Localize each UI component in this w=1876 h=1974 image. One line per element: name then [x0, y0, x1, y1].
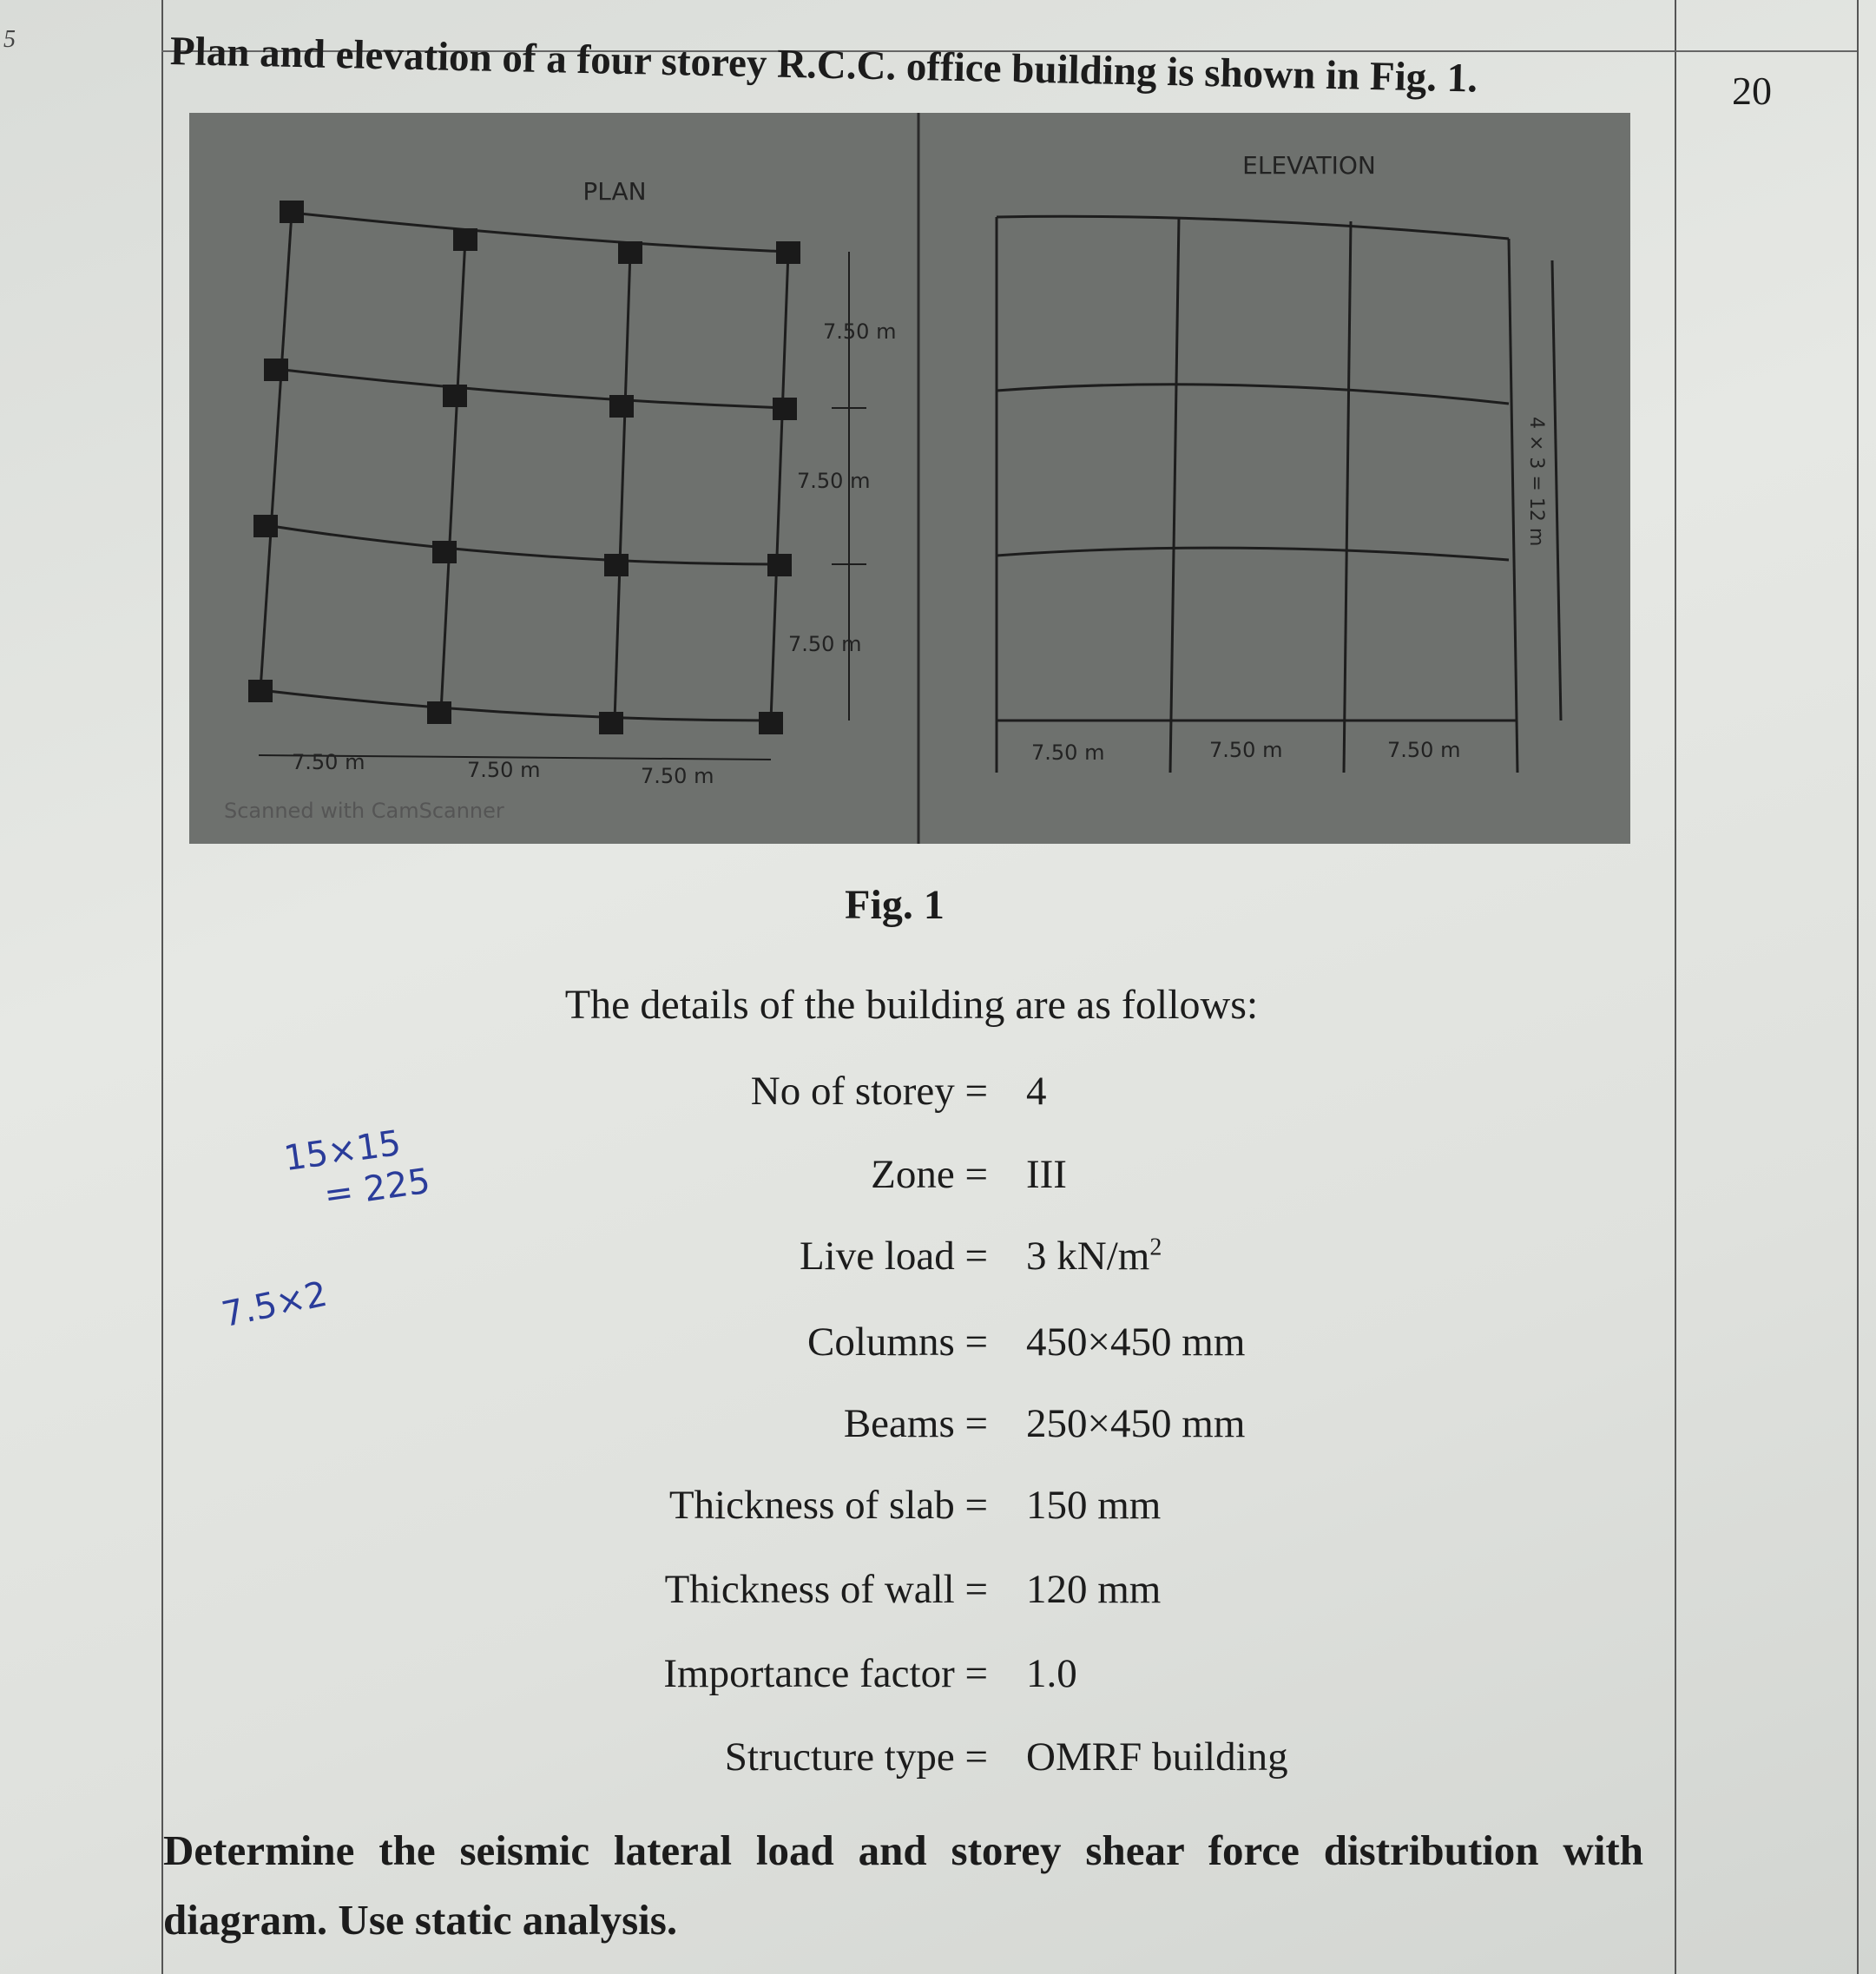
handwritten-note: 15×15 = 225	[281, 1122, 433, 1216]
detail-value: 250×450 mm	[1026, 1401, 1246, 1446]
detail-value: 3 $kN/m^2$	[1026, 1234, 1162, 1279]
detail-value: 1.0	[1026, 1651, 1077, 1696]
details-intro: The details of the building are as follows:	[564, 982, 1259, 1028]
figure-plan-elevation	[189, 113, 1630, 844]
detail-label: Structure type =	[724, 1734, 988, 1780]
right-border-line	[1857, 0, 1859, 1974]
elevation-height-dim: 4 × 3 = 12 m	[1525, 417, 1547, 547]
detail-value: 150 mm	[1026, 1483, 1162, 1528]
elevation-dim-2: 7.50 m	[1209, 738, 1283, 762]
question-number: 5	[3, 26, 16, 53]
detail-label: Live load =	[799, 1234, 988, 1279]
handwritten-note-2: 7.5×2	[218, 1273, 332, 1336]
watermark: Scanned with CamScanner	[224, 799, 504, 823]
detail-label: Columns =	[806, 1319, 988, 1365]
plan-dim-x3: 7.50 m	[641, 764, 714, 788]
detail-label: Thickness of wall =	[664, 1567, 988, 1612]
detail-label: Thickness of slab =	[668, 1483, 988, 1528]
figure-background	[189, 113, 1630, 844]
plan-dim-y3: 7.50 m	[788, 632, 862, 656]
detail-value: OMRF building	[1026, 1734, 1288, 1780]
plan-dim-y1: 7.50 m	[823, 319, 897, 344]
question-marks: 20	[1732, 69, 1772, 113]
elevation-dim-1: 7.50 m	[1031, 740, 1105, 765]
detail-label: Beams =	[843, 1401, 988, 1446]
detail-label: Importance factor =	[663, 1651, 988, 1696]
detail-label: No of storey =	[750, 1069, 988, 1114]
detail-label: Zone =	[871, 1152, 988, 1197]
plan-label: PLAN	[583, 177, 647, 206]
detail-value: 450×450 mm	[1026, 1319, 1246, 1365]
elevation-dim-3: 7.50 m	[1387, 738, 1461, 762]
detail-value: 4	[1026, 1069, 1047, 1114]
plan-dim-y2: 7.50 m	[797, 469, 871, 493]
elevation-label: ELEVATION	[1242, 151, 1376, 180]
task-statement: Determine the seismic lateral load and storey shear force distribution with diagram. Use static analysis.	[163, 1826, 1643, 1944]
figure-caption: Fig. 1	[845, 882, 945, 928]
plan-dim-x2: 7.50 m	[467, 758, 541, 782]
detail-value: III	[1026, 1152, 1067, 1197]
question-title: Plan and elevation of a four storey R.C.C. office building is shown in Fig. 1.	[169, 29, 1478, 102]
detail-value: 120 mm	[1026, 1567, 1162, 1612]
plan-dim-x1: 7.50 m	[292, 750, 365, 774]
